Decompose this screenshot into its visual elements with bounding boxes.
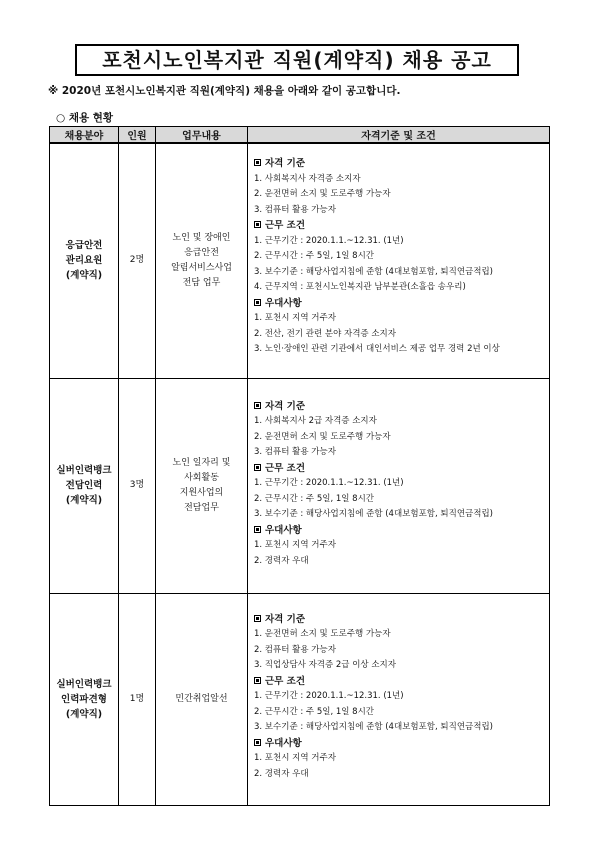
count-cell: 1명 [119,593,156,805]
recruitment-table [49,126,550,806]
field-line: 관리요원 [65,255,103,267]
duty-line: 알림서비스사업 [171,262,232,273]
conditions-cell [248,593,550,805]
duty-line: 민간취업알선 [175,693,228,704]
checkbox-square-icon [254,402,261,409]
condition-item: 2. 컴퓨터 활용 가능자 [254,644,336,655]
notice-text: ※ 2020년 포천시노인복지관 직원(계약직) 채용을 아래와 같이 공고합니다. [48,85,401,97]
condition-item: 1. 포천시 지역 거주자 [254,540,336,550]
count-cell: 2명 [119,143,156,378]
condition-item: 3. 노인·장애인 관련 기관에서 대인서비스 제공 업무 경력 2년 이상 [254,344,500,354]
table-header-row [50,127,550,144]
duty-line: 전담 업무 [182,277,221,288]
field-line: (계약직) [65,708,103,720]
condition-item: 1. 근무기간 : 2020.1.1.~12.31. (1년) [254,478,404,488]
checkbox-square-icon [254,299,261,306]
condition-item: 2. 근무시간 : 주 5일, 1일 8시간 [254,706,375,717]
header-conditions: 자격기준 및 조건 [248,127,550,144]
condition-item: 4. 근무지역 : 포천시노인복지관 남부분관(소흘읍 송우리) [254,282,466,292]
duty-cell [156,593,248,805]
duty-line: 노인 및 장애인 [172,232,231,243]
condition-item: 2. 경력자 우대 [254,555,309,566]
condition-item: 3. 직업상담사 자격증 2급 이상 소지자 [254,660,396,670]
condition-item: 2. 경력자 우대 [254,768,309,779]
condition-item: 2. 근무시간 : 주 5일, 1일 8시간 [254,493,375,504]
condition-item: 3. 컴퓨터 활용 가능자 [254,204,336,215]
duty-line: 응급안전 [184,247,219,258]
table-row [50,143,550,378]
group-heading: 자격 기준 [254,399,549,415]
field-line: 실버인력뱅크 [56,678,112,690]
group-heading: 우대사항 [254,296,549,312]
checkbox-square-icon [254,677,261,684]
checkbox-square-icon [254,159,261,166]
page-title: 포천시노인복지관 직원(계약직) 채용 공고 [75,44,519,76]
conditions-cell [248,143,550,378]
condition-item: 3. 보수기준 : 해당사업지침에 준함 (4대보험포함, 퇴직연금적립) [254,722,493,732]
condition-item: 2. 운전면허 소지 및 도로주행 가능자 [254,189,391,199]
section-label: ○ 채용 현황 [56,112,114,124]
group-heading: 우대사항 [254,736,549,752]
field-line: (계약직) [65,270,103,282]
field-cell [50,378,119,593]
field-line: 응급안전 [65,240,103,252]
duty-line: 노인 일자리 및 [172,457,231,468]
condition-item: 3. 컴퓨터 활용 가능자 [254,447,336,457]
field-cell [50,143,119,378]
duty-line: 지원사업의 [179,487,224,498]
duty-line: 전담업무 [184,502,219,513]
table-row [50,593,550,805]
group-heading: 자격 기준 [254,156,549,172]
duty-cell [156,143,248,378]
table-row [50,378,550,593]
condition-item: 1. 사회복지사 자격증 소지자 [254,173,361,184]
group-heading: 자격 기준 [254,612,549,628]
checkbox-square-icon [254,615,261,622]
field-line: 실버인력뱅크 [56,465,112,476]
condition-item: 1. 근무기간 : 2020.1.1.~12.31. (1년) [254,235,404,246]
group-heading: 근무 조건 [254,461,549,477]
conditions-cell [248,378,550,593]
group-heading: 근무 조건 [254,218,549,234]
condition-item: 1. 근무기간 : 2020.1.1.~12.31. (1년) [254,691,404,701]
field-line: 전담인력 [65,480,103,491]
duty-cell [156,378,248,593]
condition-item: 2. 근무시간 : 주 5일, 1일 8시간 [254,251,375,261]
condition-item: 2. 운전면허 소지 및 도로주행 가능자 [254,431,391,442]
condition-item: 1. 사회복지사 2급 자격증 소지자 [254,416,377,426]
header-duty: 업무내용 [156,127,248,144]
condition-item: 1. 포천시 지역 거주자 [254,753,336,763]
field-line: (계약직) [65,495,103,506]
condition-item: 1. 포천시 지역 거주자 [254,313,336,323]
group-heading: 근무 조건 [254,674,549,690]
condition-item: 3. 보수기준 : 해당사업지침에 준함 (4대보험포함, 퇴직연금적립) [254,266,493,277]
condition-item: 1. 운전면허 소지 및 도로주행 가능자 [254,629,391,639]
group-heading: 우대사항 [254,523,549,539]
header-count: 인원 [119,127,156,144]
duty-line: 사회활동 [184,472,219,483]
count-cell: 3명 [119,378,156,593]
checkbox-square-icon [254,464,261,471]
field-line: 인력파견형 [61,693,107,705]
condition-item: 3. 보수기준 : 해당사업지침에 준함 (4대보험포함, 퇴직연금적립) [254,509,493,519]
checkbox-square-icon [254,526,261,533]
header-field: 채용분야 [50,127,119,144]
checkbox-square-icon [254,221,261,228]
condition-item: 2. 전산, 전기 관련 분야 자격증 소지자 [254,328,396,339]
field-cell [50,593,119,805]
checkbox-square-icon [254,739,261,746]
